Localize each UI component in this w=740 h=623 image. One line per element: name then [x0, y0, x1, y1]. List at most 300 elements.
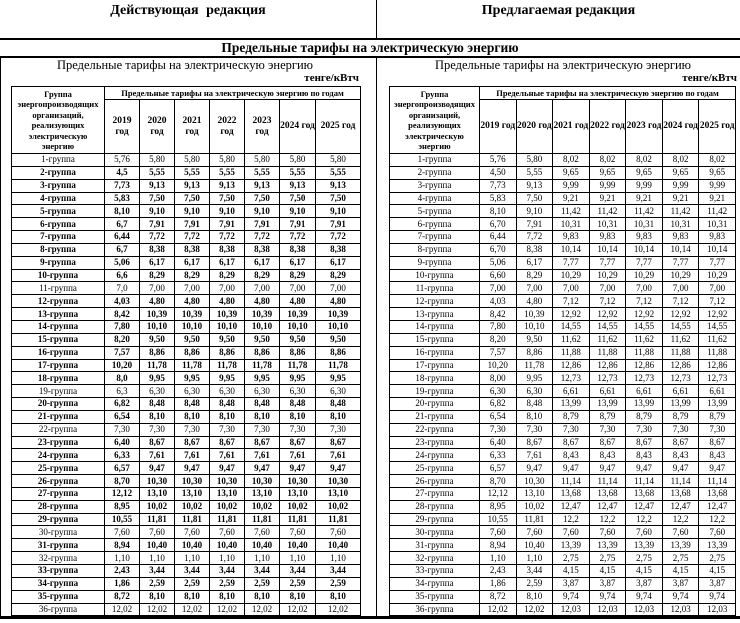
tariff-value: 10,10 [210, 320, 245, 333]
group-label: 30-группа [390, 526, 480, 539]
tariff-value: 10,29 [553, 269, 590, 282]
table-row [12, 462, 361, 475]
tariff-value: 11,78 [245, 359, 280, 372]
tariff-value: 8,48 [175, 398, 210, 411]
tariff-value: 9,65 [553, 166, 590, 179]
tariff-value: 9,99 [662, 179, 699, 192]
tariff-value: 6,57 [105, 462, 140, 475]
tariff-value: 12,02 [105, 603, 140, 616]
tariff-value: 12,02 [245, 603, 280, 616]
tariff-value: 7,00 [699, 282, 736, 295]
tariff-value: 2,75 [662, 552, 699, 565]
tariff-value: 10,02 [280, 500, 316, 513]
tariff-value: 10,10 [140, 320, 175, 333]
tariff-value: 8,70 [480, 475, 517, 488]
table-row [390, 398, 736, 411]
tariff-value: 2,59 [245, 577, 280, 590]
tariff-value: 7,72 [140, 231, 175, 244]
tariff-value: 9,50 [280, 333, 316, 346]
group-label: 18-группа [12, 372, 105, 385]
table-row [390, 526, 736, 539]
tariff-value: 9,47 [175, 462, 210, 475]
table-row [12, 179, 361, 192]
tariff-value: 8,43 [662, 449, 699, 462]
tariff-value: 1,10 [480, 552, 517, 565]
group-label: 11-группа [390, 282, 480, 295]
tariff-value: 9,83 [626, 231, 663, 244]
tariff-value: 9,47 [516, 462, 553, 475]
group-label: 14-группа [12, 320, 105, 333]
group-label: 16-группа [390, 346, 480, 359]
table-row [390, 205, 736, 218]
table-row [12, 475, 361, 488]
year-column-header: 2025 год [699, 100, 736, 154]
tariff-value: 8,10 [516, 410, 553, 423]
tariff-value: 13,10 [245, 487, 280, 500]
tariff-value: 11,62 [626, 333, 663, 346]
tariff-value: 5,80 [280, 154, 316, 167]
tariff-value: 7,91 [175, 218, 210, 231]
tariff-value: 14,55 [553, 320, 590, 333]
tariff-value: 7,60 [210, 526, 245, 539]
tariff-value: 7,57 [105, 346, 140, 359]
current-edition-title: Действующая редакция [0, 0, 377, 38]
tariff-value: 8,10 [210, 410, 245, 423]
table-row [390, 308, 736, 321]
tariff-value: 2,75 [699, 552, 736, 565]
tariff-value: 8,48 [516, 398, 553, 411]
tariff-value: 5,80 [245, 154, 280, 167]
tariff-value: 12,47 [662, 500, 699, 513]
tariff-value: 8,67 [245, 436, 280, 449]
tariff-value: 12,03 [662, 603, 699, 616]
tariff-value: 1,10 [245, 552, 280, 565]
tariff-value: 12,02 [516, 603, 553, 616]
tariff-value: 5,80 [210, 154, 245, 167]
tariff-value: 8,02 [626, 154, 663, 167]
tariff-value: 10,10 [516, 320, 553, 333]
tariff-value: 11,81 [210, 513, 245, 526]
tariff-value: 9,10 [280, 205, 316, 218]
table-row [390, 410, 736, 423]
tariff-value: 8,70 [105, 475, 140, 488]
tariff-value: 10,39 [316, 308, 361, 321]
tariff-value: 12,86 [699, 359, 736, 372]
tariff-value: 7,30 [210, 423, 245, 436]
tariff-value: 11,42 [589, 205, 626, 218]
tariff-value: 8,02 [662, 154, 699, 167]
tariff-value: 2,59 [280, 577, 316, 590]
tariff-value: 7,77 [626, 256, 663, 269]
tariff-value: 11,78 [316, 359, 361, 372]
tariff-value: 6,17 [280, 256, 316, 269]
tariff-value: 14,55 [589, 320, 626, 333]
table-row [12, 500, 361, 513]
tariff-value: 10,40 [140, 539, 175, 552]
table-row [12, 333, 361, 346]
table-row [390, 487, 736, 500]
group-label: 3-группа [12, 179, 105, 192]
tariff-value: 9,50 [175, 333, 210, 346]
table-row [390, 333, 736, 346]
table-row [390, 500, 736, 513]
tariff-value: 1,86 [480, 577, 517, 590]
tariff-value: 7,12 [553, 295, 590, 308]
tariff-value: 10,14 [626, 243, 663, 256]
table-row [12, 436, 361, 449]
tariff-value: 12,86 [626, 359, 663, 372]
table-row [390, 385, 736, 398]
tariff-value: 7,91 [516, 218, 553, 231]
tariff-value: 4,15 [699, 565, 736, 578]
table-row [12, 192, 361, 205]
table-row [12, 590, 361, 603]
tariff-value: 7,60 [699, 526, 736, 539]
tariff-value: 9,50 [516, 333, 553, 346]
tariff-value: 8,79 [589, 410, 626, 423]
tariff-value: 7,91 [210, 218, 245, 231]
tariff-value: 12,02 [140, 603, 175, 616]
table-row [12, 346, 361, 359]
tariff-value: 12,2 [662, 513, 699, 526]
tariff-value: 7,30 [316, 423, 361, 436]
tariff-value: 8,86 [280, 346, 316, 359]
group-label: 23-группа [12, 436, 105, 449]
tariff-value: 13,99 [626, 398, 663, 411]
tariff-value: 6,30 [516, 385, 553, 398]
tariff-value: 8,67 [516, 436, 553, 449]
table-row [12, 398, 361, 411]
tariff-value: 6,3 [105, 385, 140, 398]
tariff-value: 8,29 [516, 269, 553, 282]
tariff-value: 8,38 [316, 243, 361, 256]
tariff-value: 13,39 [662, 539, 699, 552]
table-row [390, 320, 736, 333]
tariff-value: 8,95 [480, 500, 517, 513]
tariff-value: 7,00 [210, 282, 245, 295]
tariff-value: 5,55 [516, 166, 553, 179]
tariff-value: 7,50 [316, 192, 361, 205]
tariffs-by-years-header: Предельные тарифы на электрическую энергию по годам [105, 87, 361, 100]
tariff-value: 13,68 [662, 487, 699, 500]
tariff-value: 11,88 [699, 346, 736, 359]
table-row [390, 449, 736, 462]
table-row [12, 539, 361, 552]
group-column-header: Группа энергопроизводящих организаций, реализующих электрическую энергию [390, 87, 480, 154]
tariff-value: 10,10 [175, 320, 210, 333]
tariff-value: 6,60 [480, 269, 517, 282]
table-row [390, 154, 736, 167]
year-column-header: 2025 год [316, 100, 361, 154]
tariff-value: 12,73 [662, 372, 699, 385]
tariff-value: 3,87 [662, 577, 699, 590]
year-column-header: 2022 год [589, 100, 626, 154]
tariff-value: 4,80 [316, 295, 361, 308]
tariff-value: 8,29 [245, 269, 280, 282]
tariff-value: 9,65 [589, 166, 626, 179]
tariff-value: 1,10 [516, 552, 553, 565]
tariff-value: 8,67 [175, 436, 210, 449]
tariff-value: 6,70 [480, 218, 517, 231]
tariff-value: 7,73 [480, 179, 517, 192]
tariff-value: 11,14 [699, 475, 736, 488]
tariff-value: 9,83 [553, 231, 590, 244]
group-label: 14-группа [390, 320, 480, 333]
tariff-value: 3,87 [589, 577, 626, 590]
tariff-value: 8,10 [316, 590, 361, 603]
tariff-value: 10,39 [245, 308, 280, 321]
tariff-value: 8,42 [480, 308, 517, 321]
tariff-value: 10,30 [175, 475, 210, 488]
tariff-value: 7,50 [210, 192, 245, 205]
tariff-value: 7,30 [245, 423, 280, 436]
tariff-value: 10,14 [553, 243, 590, 256]
tariff-value: 6,40 [105, 436, 140, 449]
table-row [390, 539, 736, 552]
tariff-value: 9,10 [516, 205, 553, 218]
tariff-value: 7,72 [175, 231, 210, 244]
tariff-value: 4,80 [175, 295, 210, 308]
tariff-value: 5,55 [175, 166, 210, 179]
tariff-value: 11,14 [662, 475, 699, 488]
tariff-value: 12,92 [699, 308, 736, 321]
table-row [390, 552, 736, 565]
proposed-edition-title: Предлагаемая редакция [481, 3, 636, 18]
tariff-value: 9,13 [516, 179, 553, 192]
tariff-value: 13,99 [589, 398, 626, 411]
tariff-value: 8,38 [140, 243, 175, 256]
tariff-value: 6,30 [245, 385, 280, 398]
table-row [390, 218, 736, 231]
tariff-value: 3,87 [626, 577, 663, 590]
tariff-value: 10,55 [105, 513, 140, 526]
group-label: 22-группа [390, 423, 480, 436]
tariff-value: 8,79 [553, 410, 590, 423]
group-label: 21-группа [390, 410, 480, 423]
table-subtitle: Предельные тарифы на электрическую энергию [434, 58, 692, 72]
group-label: 1-группа [12, 154, 105, 167]
tariff-value: 9,74 [662, 590, 699, 603]
tariff-value: 5,80 [316, 154, 361, 167]
tariff-value: 6,57 [480, 462, 517, 475]
table-row [390, 359, 736, 372]
table-row [390, 603, 736, 616]
tariff-value: 7,60 [516, 526, 553, 539]
year-column-header: 2020 год [516, 100, 553, 154]
tariff-value: 10,31 [553, 218, 590, 231]
table-row [12, 269, 361, 282]
group-label: 27-группа [390, 487, 480, 500]
table-row [12, 205, 361, 218]
tariff-value: 8,79 [662, 410, 699, 423]
tariff-value: 4,5 [105, 166, 140, 179]
tariff-value: 10,30 [140, 475, 175, 488]
tariff-value: 7,30 [589, 423, 626, 436]
group-label: 25-группа [390, 462, 480, 475]
tariff-value: 8,86 [210, 346, 245, 359]
tariff-value: 10,40 [175, 539, 210, 552]
tariff-value: 8,10 [175, 410, 210, 423]
tariff-value: 12,02 [175, 603, 210, 616]
group-label: 9-группа [12, 256, 105, 269]
tariff-value: 8,00 [480, 372, 517, 385]
tariff-value: 2,43 [105, 565, 140, 578]
tariff-value: 12,03 [553, 603, 590, 616]
tariff-value: 11,42 [699, 205, 736, 218]
tariff-value: 8,67 [140, 436, 175, 449]
group-label: 20-группа [12, 398, 105, 411]
comparison-body [0, 58, 740, 619]
tariff-value: 7,77 [699, 256, 736, 269]
tariff-value: 12,02 [480, 603, 517, 616]
tariff-value: 7,00 [589, 282, 626, 295]
tariff-value: 10,31 [699, 218, 736, 231]
tariff-value: 13,10 [210, 487, 245, 500]
unit-label: тенге/кВтч [682, 72, 737, 84]
group-label: 17-группа [12, 359, 105, 372]
tariff-value: 12,03 [699, 603, 736, 616]
tariff-value: 10,10 [316, 320, 361, 333]
tariff-value: 10,31 [626, 218, 663, 231]
tariff-value: 9,95 [245, 372, 280, 385]
tariff-value: 13,68 [553, 487, 590, 500]
tariff-value: 6,30 [140, 385, 175, 398]
tariff-value: 8,79 [699, 410, 736, 423]
tariff-value: 8,67 [589, 436, 626, 449]
table-row [12, 603, 361, 616]
tariff-value: 10,29 [589, 269, 626, 282]
tariff-value: 5,55 [210, 166, 245, 179]
tariff-value: 7,60 [140, 526, 175, 539]
tariff-value: 12,73 [553, 372, 590, 385]
tariff-value: 10,10 [245, 320, 280, 333]
table-row [12, 308, 361, 321]
table-row [390, 179, 736, 192]
tariff-value: 8,10 [280, 410, 316, 423]
tariff-value: 10,40 [516, 539, 553, 552]
tariff-value: 5,06 [105, 256, 140, 269]
tariff-value: 7,60 [105, 526, 140, 539]
group-label: 36-группа [390, 603, 480, 616]
group-label: 34-группа [12, 577, 105, 590]
tariff-value: 11,42 [553, 205, 590, 218]
tariff-value: 6,30 [280, 385, 316, 398]
tariff-value: 10,14 [589, 243, 626, 256]
year-column-header: 2022 год [210, 100, 245, 154]
table-row [390, 462, 736, 475]
tariff-value: 8,10 [516, 590, 553, 603]
group-label: 33-группа [390, 565, 480, 578]
tariff-value: 6,30 [210, 385, 245, 398]
tariff-value: 10,31 [589, 218, 626, 231]
tariff-value: 7,00 [553, 282, 590, 295]
tariff-value: 10,29 [626, 269, 663, 282]
table-row [12, 577, 361, 590]
table-row [12, 218, 361, 231]
tariff-value: 7,61 [316, 449, 361, 462]
year-column-header: 2023 год [245, 100, 280, 154]
tariff-value: 12,73 [699, 372, 736, 385]
tariff-value: 9,50 [210, 333, 245, 346]
tariff-value: 7,50 [175, 192, 210, 205]
group-label: 32-группа [390, 552, 480, 565]
group-label: 2-группа [390, 166, 480, 179]
tariff-value: 11,78 [175, 359, 210, 372]
tariff-value: 13,39 [553, 539, 590, 552]
tariff-value: 10,30 [280, 475, 316, 488]
tariff-value: 11,14 [626, 475, 663, 488]
table-row [12, 449, 361, 462]
tariff-value: 9,13 [175, 179, 210, 192]
tariff-value: 9,47 [662, 462, 699, 475]
table-row [12, 359, 361, 372]
tariff-value: 8,67 [280, 436, 316, 449]
group-label: 29-группа [390, 513, 480, 526]
tariff-value: 8,10 [105, 205, 140, 218]
group-label: 16-группа [12, 346, 105, 359]
group-label: 1-группа [390, 154, 480, 167]
tariff-value: 5,83 [480, 192, 517, 205]
group-label: 17-группа [390, 359, 480, 372]
tariff-value: 8,86 [140, 346, 175, 359]
tariff-table-proposed [389, 86, 736, 616]
tariff-value: 7,91 [140, 218, 175, 231]
tariff-value: 10,39 [210, 308, 245, 321]
tariff-value: 1,10 [316, 552, 361, 565]
tariff-value: 9,50 [245, 333, 280, 346]
tariff-value: 9,95 [140, 372, 175, 385]
tariff-value: 6,17 [316, 256, 361, 269]
tariff-value: 9,21 [553, 192, 590, 205]
tariff-value: 8,42 [105, 308, 140, 321]
tariff-value: 9,47 [140, 462, 175, 475]
tariff-value: 11,81 [245, 513, 280, 526]
table-row [390, 475, 736, 488]
tariff-value: 9,95 [316, 372, 361, 385]
tariff-value: 12,03 [589, 603, 626, 616]
tariff-value: 7,00 [316, 282, 361, 295]
group-label: 12-группа [390, 295, 480, 308]
tariff-value: 5,06 [480, 256, 517, 269]
tariff-value: 9,47 [316, 462, 361, 475]
tariff-value: 9,50 [316, 333, 361, 346]
tariff-value: 9,99 [699, 179, 736, 192]
tariff-value: 8,10 [140, 590, 175, 603]
group-label: 13-группа [12, 308, 105, 321]
tariff-value: 2,59 [516, 577, 553, 590]
tariff-value: 10,30 [316, 475, 361, 488]
tariff-value: 9,95 [210, 372, 245, 385]
group-label: 4-группа [12, 192, 105, 205]
table-row [12, 256, 361, 269]
tariff-value: 5,80 [140, 154, 175, 167]
tariff-value: 8,29 [210, 269, 245, 282]
tariff-value: 10,02 [516, 500, 553, 513]
tariff-value: 8,43 [699, 449, 736, 462]
tariff-value: 8,67 [626, 436, 663, 449]
tariff-value: 8,86 [316, 346, 361, 359]
tariff-value: 13,68 [626, 487, 663, 500]
tariff-value: 11,78 [280, 359, 316, 372]
tariff-value: 9,65 [662, 166, 699, 179]
tariff-value: 6,44 [105, 231, 140, 244]
tariff-value: 10,29 [699, 269, 736, 282]
tariff-value: 7,30 [516, 423, 553, 436]
tariff-value: 7,91 [245, 218, 280, 231]
tariff-value: 11,62 [589, 333, 626, 346]
table-row [12, 166, 361, 179]
tariff-value: 6,17 [245, 256, 280, 269]
